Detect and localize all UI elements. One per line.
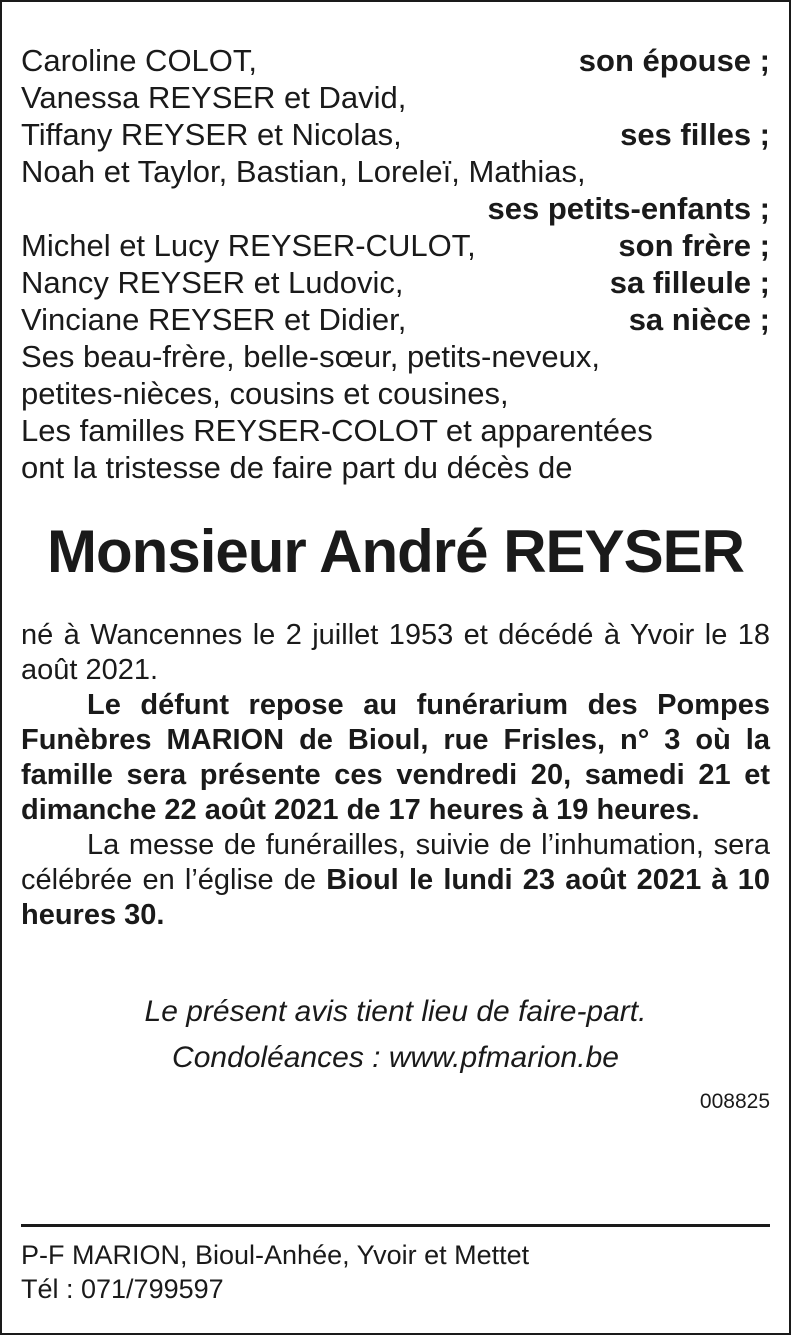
family-role: son frère ; — [618, 228, 770, 263]
family-role: ses filles ; — [620, 117, 770, 152]
divider — [21, 1224, 770, 1227]
family-row — [21, 79, 770, 116]
closing-line: Le présent avis tient lieu de faire-part. — [144, 995, 647, 1028]
family-name: Vanessa REYSER et David, — [21, 80, 407, 115]
family-row — [21, 116, 770, 153]
family-role: ses petits-enfants ; — [487, 191, 770, 226]
family-name: Tiffany REYSER et Nicolas, — [21, 117, 402, 152]
family-row — [21, 264, 770, 301]
extended-family-line: Les familles REYSER-COLOT et apparentées — [21, 413, 653, 448]
reference-number: 008825 — [699, 1090, 770, 1113]
family-name: Vinciane REYSER et Didier, — [21, 302, 407, 337]
condolences-line: Condoléances : www.pfmarion.be — [172, 1041, 619, 1074]
family-role: son épouse ; — [578, 43, 770, 78]
extended-family-line: Ses beau-frère, belle-sœur, petits-neveux, — [21, 339, 600, 374]
family-row — [21, 42, 770, 79]
funeral-home-phone: Tél : 071/799597 — [21, 1274, 224, 1304]
family-role: sa nièce ; — [628, 302, 770, 337]
viewing-info — [21, 688, 770, 828]
family-name: Caroline COLOT, — [21, 43, 258, 78]
family-role-line — [21, 190, 770, 227]
extended-family-line: petites-nièces, cousins et cousines, — [21, 376, 509, 411]
birth-death-info: né à Wancennes le 2 juillet 1953 et décédé à Yvoir le 18 août 2021. — [21, 619, 770, 686]
family-row — [21, 153, 770, 190]
family-name: Nancy REYSER et Ludovic, — [21, 265, 404, 300]
family-name: Michel et Lucy REYSER-CULOT, — [21, 228, 476, 263]
family-role: sa filleule ; — [609, 265, 770, 300]
footer — [21, 1238, 770, 1306]
announcement-line: ont la tristesse de faire part du décès de — [21, 450, 573, 485]
funeral-home-name: P-F MARION, Bioul-Anhée, Yvoir et Mettet — [21, 1240, 530, 1270]
family-name: Noah et Taylor, Bastian, Loreleï, Mathias, — [21, 154, 586, 189]
mass-text: La messe de funérailles, suivie de l’inhumation, sera célébrée en l’église de — [21, 829, 770, 896]
notice-content — [21, 42, 770, 1115]
viewing-text: Le défunt repose au funérarium des Pompes Funèbres MARION de Bioul, rue Frisles, n° 3 où la famille sera présente ces vendredi 20, samedi 21 et dimanche 22 août 2021 de 17 heures à 19 heures. — [21, 689, 770, 826]
mass-info — [21, 828, 770, 933]
family-row — [21, 227, 770, 264]
family-row — [21, 301, 770, 338]
deceased-name: Monsieur André REYSER — [47, 518, 744, 585]
mass-date: Bioul le lundi 23 août 2021 à 10 heures 30. — [21, 864, 770, 931]
closing-block — [21, 989, 770, 1081]
